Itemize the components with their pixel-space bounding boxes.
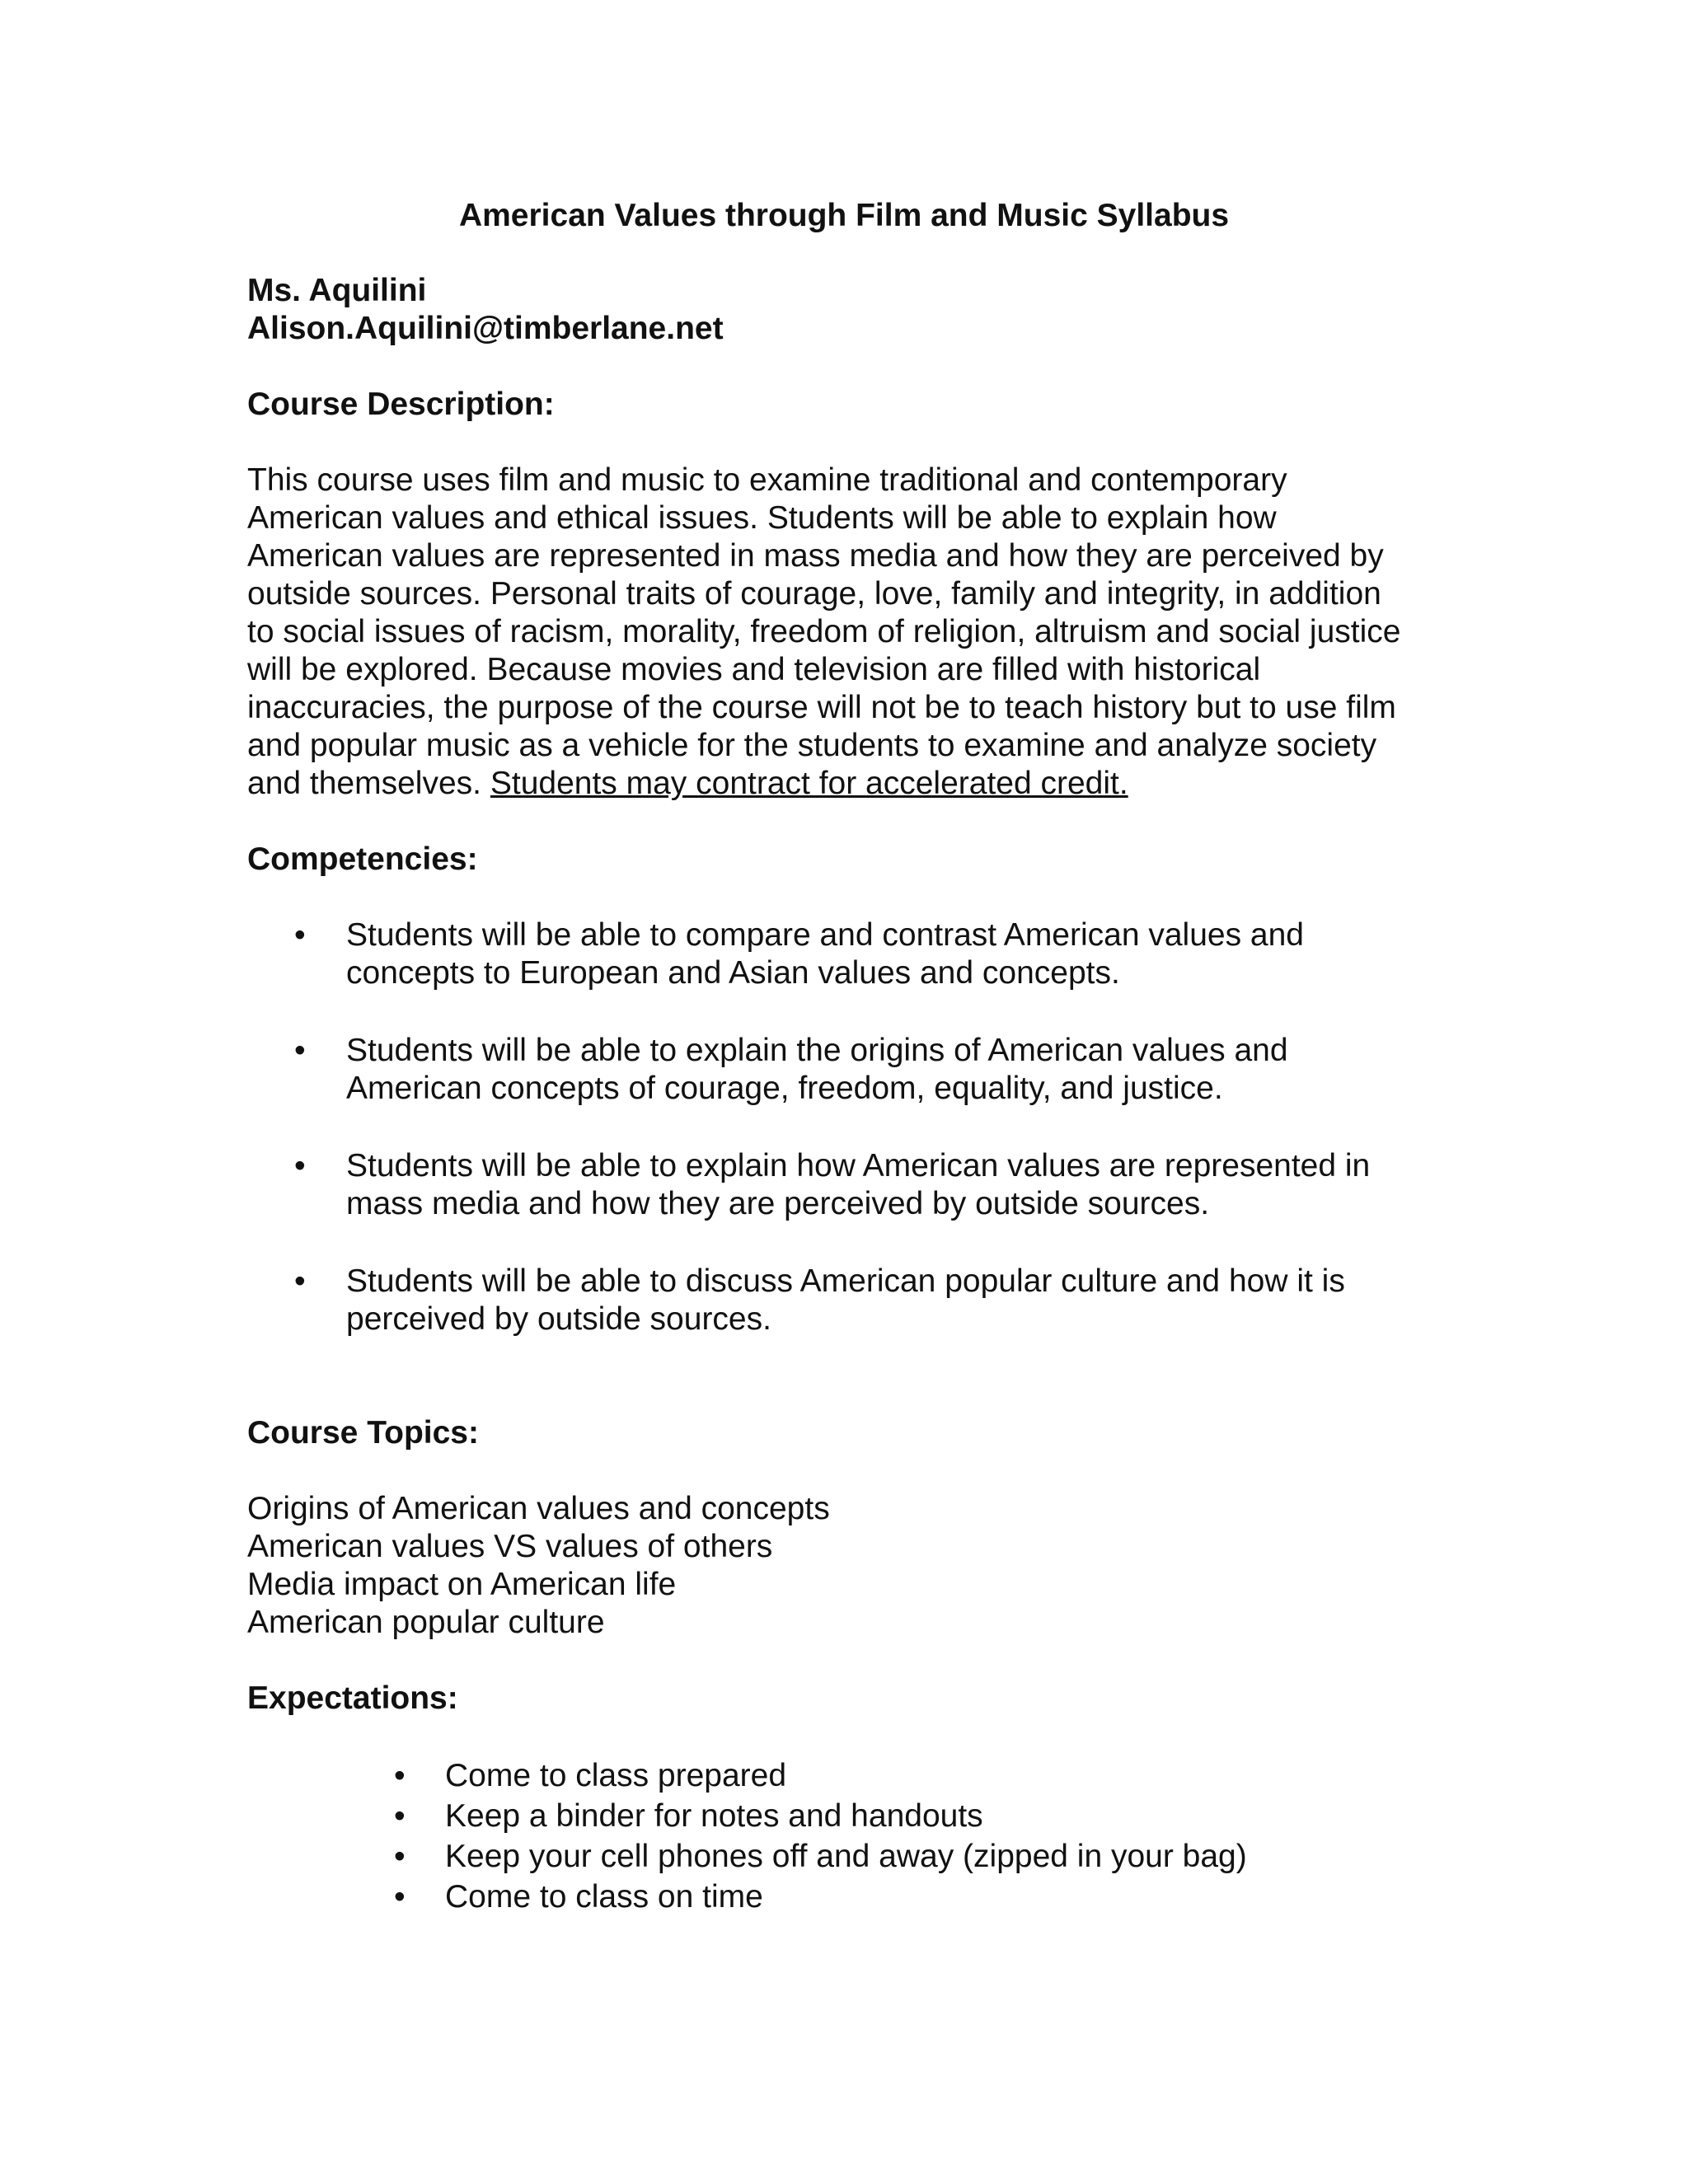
competency-line: Students will be able to explain how American values are represented in bbox=[346, 1148, 1371, 1183]
expectation-text: Keep your cell phones off and away (zipped in your bag) bbox=[445, 1839, 1247, 1874]
course-topic-item: Origins of American values and concepts bbox=[247, 1491, 830, 1526]
expectation-item bbox=[247, 1796, 1451, 1836]
competency-item bbox=[247, 916, 1451, 992]
course-description-text bbox=[247, 462, 1451, 803]
expectation-item bbox=[247, 1836, 1451, 1877]
competency-line: Students will be able to compare and contrast American values and bbox=[346, 917, 1305, 953]
bullet-icon: • bbox=[294, 1033, 306, 1068]
bullet-icon: • bbox=[294, 917, 306, 953]
course-topics-list bbox=[247, 1490, 1451, 1642]
course-description-line: to social issues of racism, morality, freedom of religion, altruism and social justice bbox=[247, 614, 1401, 649]
course-description-line: American values and ethical issues. Students will be able to explain how bbox=[247, 500, 1277, 536]
course-description-line: and popular music as a vehicle for the students to examine and analyze society bbox=[247, 728, 1377, 763]
bullet-icon: • bbox=[394, 1839, 406, 1874]
course-description-line: American values are represented in mass media and how they are perceived by bbox=[247, 538, 1384, 574]
course-description-last-line bbox=[247, 765, 1451, 803]
document-body bbox=[247, 272, 1451, 1917]
expectation-text: Come to class on time bbox=[445, 1879, 763, 1915]
course-description-line: will be explored. Because movies and television are filled with historical bbox=[247, 652, 1261, 687]
bullet-icon: • bbox=[394, 1758, 406, 1793]
competency-item bbox=[247, 1263, 1451, 1338]
bullet-icon: • bbox=[294, 1263, 306, 1299]
course-topics-heading: Course Topics: bbox=[247, 1415, 479, 1451]
expectation-text: Keep a binder for notes and handouts bbox=[445, 1798, 983, 1834]
expectations-heading: Expectations: bbox=[247, 1680, 458, 1716]
teacher-email: Alison.Aquilini@timberlane.net bbox=[247, 311, 724, 346]
competency-line: concepts to European and Asian values and concepts. bbox=[346, 955, 1120, 991]
competencies-list bbox=[247, 916, 1451, 1338]
teacher-name: Ms. Aquilini bbox=[247, 273, 427, 308]
bullet-icon: • bbox=[394, 1879, 406, 1915]
document-title: American Values through Film and Music Syllabus bbox=[458, 198, 1230, 233]
course-topic-item: American popular culture bbox=[247, 1605, 605, 1640]
competency-item bbox=[247, 1147, 1451, 1223]
course-description-last-prefix: and themselves. bbox=[247, 766, 481, 801]
course-description-heading: Course Description: bbox=[247, 387, 555, 422]
course-description-line: inaccuracies, the purpose of the course will not be to teach history but to use film bbox=[247, 690, 1396, 725]
competency-line: Students will be able to discuss American popular culture and how it is bbox=[346, 1263, 1345, 1299]
competency-line: Students will be able to explain the origins of American values and bbox=[346, 1033, 1288, 1068]
competency-line: mass media and how they are perceived by outside sources. bbox=[346, 1186, 1210, 1221]
course-topic-item: Media impact on American life bbox=[247, 1567, 677, 1602]
expectation-item bbox=[247, 1877, 1451, 1917]
course-topic-item: American values VS values of others bbox=[247, 1529, 773, 1564]
competency-line: American concepts of courage, freedom, equality, and justice. bbox=[346, 1071, 1223, 1106]
course-description-line: This course uses film and music to examine traditional and contemporary bbox=[247, 462, 1287, 498]
expectation-text: Come to class prepared bbox=[445, 1758, 787, 1793]
expectations-list bbox=[247, 1755, 1451, 1917]
competency-item bbox=[247, 1032, 1451, 1108]
competencies-heading: Competencies: bbox=[247, 841, 478, 877]
course-description-line: outside sources. Personal traits of courage, love, family and integrity, in addition bbox=[247, 576, 1381, 612]
bullet-icon: • bbox=[294, 1148, 306, 1183]
expectation-item bbox=[247, 1755, 1451, 1796]
bullet-icon: • bbox=[394, 1798, 406, 1834]
accelerated-credit-note: Students may contract for accelerated credit. bbox=[490, 766, 1128, 801]
competency-line: perceived by outside sources. bbox=[346, 1301, 771, 1337]
